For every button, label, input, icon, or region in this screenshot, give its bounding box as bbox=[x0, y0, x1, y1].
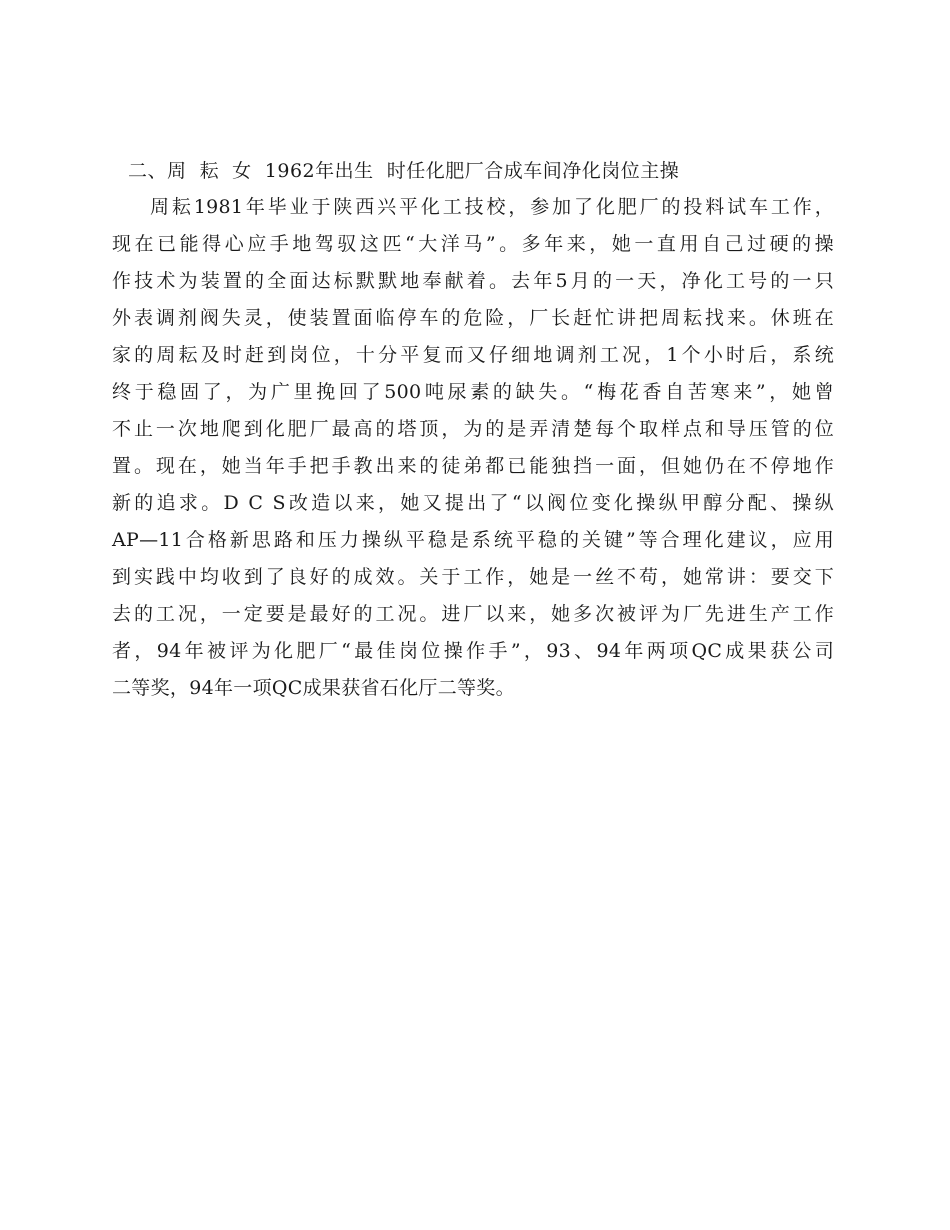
paragraph-line: 现在已能得心应手地驾驭这匹“大洋马”。多年来，她一直用自己过硬的操 bbox=[112, 233, 834, 255]
paragraph-line: 终于稳固了，为广里挽回了500吨尿素的缺失。“梅花香自苦寒来”，她曾 bbox=[112, 381, 834, 403]
heading-born: 1962年出生 bbox=[264, 160, 374, 182]
paragraph-line: 置。现在，她当年手把手教出来的徒弟都已能独挡一面，但她仍在不停地作 bbox=[112, 455, 834, 477]
paragraph-line: 作技术为装置的全面达标默默地奉献着。去年5月的一天，净化工号的一只 bbox=[112, 270, 834, 292]
heading-index: 二、 bbox=[128, 160, 168, 182]
paragraph-line: 者，94年被评为化肥厂“最佳岗位操作手”，93、94年两项QC成果获公司 bbox=[112, 640, 834, 662]
paragraph-line: 周耘1981年毕业于陕西兴平化工技校，参加了化肥厂的投料试车工作， bbox=[150, 196, 834, 218]
paragraph-line: 到实践中均收到了良好的成效。关于工作，她是一丝不苟，她常讲：要交下 bbox=[112, 566, 834, 588]
paragraph-line: AP—11合格新思路和压力操纵平稳是系统平稳的关键”等合理化建议，应用 bbox=[112, 529, 834, 551]
paragraph-line: 家的周耘及时赶到岗位，十分平复而又仔细地调剂工况，1个小时后，系统 bbox=[112, 344, 834, 366]
section-heading bbox=[128, 157, 679, 185]
paragraph-line: 新的追求。D C S改造以来，她又提出了“以阀位变化操纵甲醇分配、操纵 bbox=[112, 492, 834, 514]
paragraph-line: 外表调剂阀失灵，使装置面临停车的危险，厂长赶忙讲把周耘找来。休班在 bbox=[112, 307, 834, 329]
paragraph-line: 去的工况，一定要是最好的工况。进厂以来，她多次被评为厂先进生产工作 bbox=[112, 603, 834, 625]
paragraph-line: 二等奖，94年一项QC成果获省石化厅二等奖。 bbox=[112, 677, 515, 699]
heading-name: 周 耘 女 bbox=[167, 160, 252, 182]
paragraph-line: 不止一次地爬到化肥厂最高的塔顶，为的是弄清楚每个取样点和导压管的位 bbox=[112, 418, 834, 440]
heading-position: 时任化肥厂合成车间净化岗位主操 bbox=[386, 160, 680, 182]
